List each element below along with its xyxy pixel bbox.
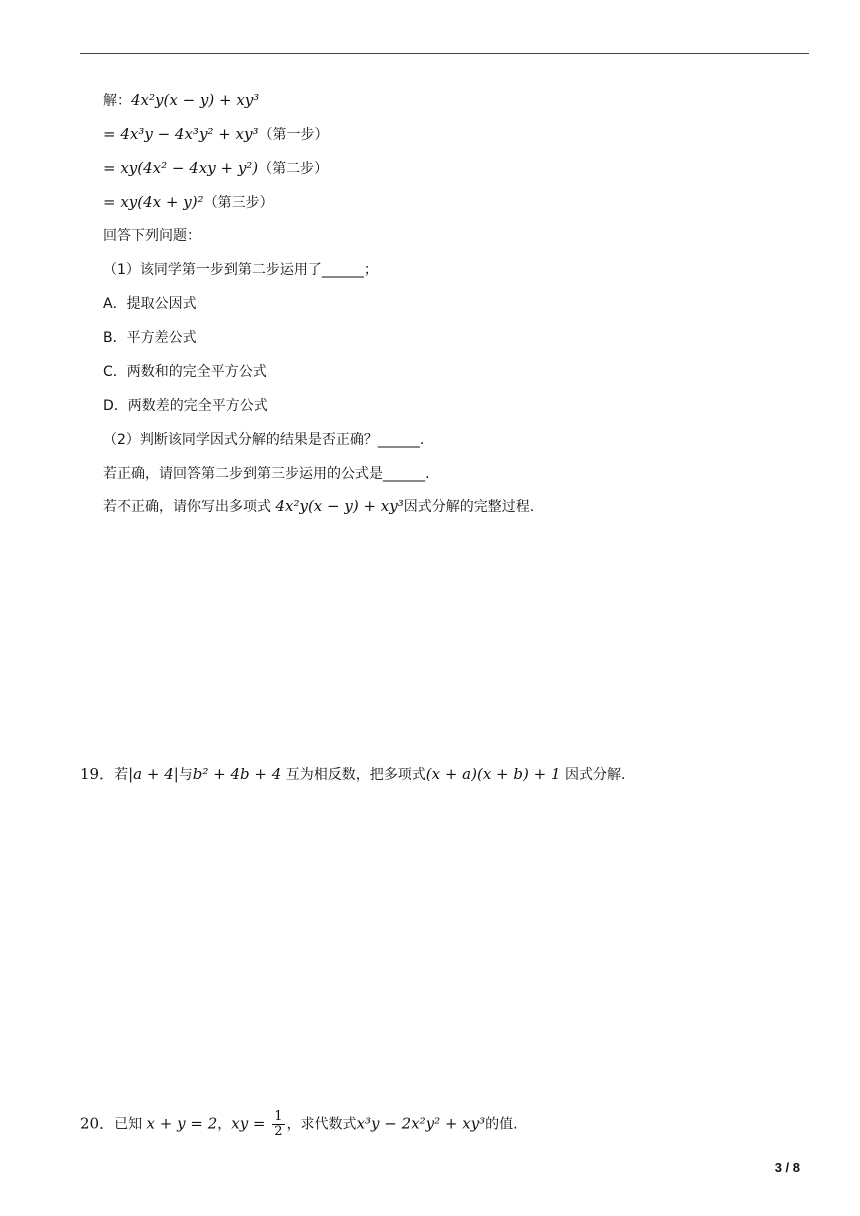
- problem-19-text-c: 互为相反数，把多项式: [281, 767, 426, 783]
- step2-line: [103, 158, 328, 179]
- problem-19-text-b: 与: [178, 767, 193, 783]
- problem-20-text-c: ，求代数式: [286, 1116, 357, 1133]
- step1-expression: = 4x³y − 4x³y² + xy³: [103, 125, 259, 143]
- question-2: （2）判断该同学因式分解的结果是否正确？______.: [103, 432, 425, 448]
- problem-20: [80, 1110, 518, 1139]
- problem-20-polynomial: x³y − 2x²y² + xy³: [356, 1114, 486, 1133]
- fraction-denominator: 2: [274, 1124, 283, 1139]
- if-incorrect-suffix: 因式分解的完整过程.: [403, 499, 535, 515]
- problem-20-product-lhs: xy =: [231, 1114, 271, 1133]
- step2-note: （第二步）: [258, 161, 329, 177]
- answer-prompt: 回答下列问题：: [103, 228, 201, 244]
- page-number: 3 / 8: [774, 1160, 800, 1175]
- step0-expression: 4x²y(x − y) + xy³: [131, 91, 260, 109]
- step1-line: [103, 124, 329, 145]
- header-rule: [80, 53, 809, 54]
- step3-line: [103, 192, 274, 213]
- if-correct-line: 若正确，请回答第二步到第三步运用的公式是______.: [103, 466, 430, 482]
- if-incorrect-prefix: 若不正确，请你写出多项式: [103, 499, 276, 515]
- if-incorrect-expression: 4x²y(x − y) + xy³: [275, 497, 404, 515]
- problem-19: [80, 764, 625, 785]
- problem-20-text-d: 的值.: [485, 1116, 518, 1133]
- solution-line: [103, 90, 259, 111]
- problem-20-number: 20．: [80, 1114, 115, 1133]
- problem-19-number: 19．: [80, 765, 115, 783]
- problem-19-text-a: 若: [114, 767, 129, 783]
- solution-label: 解：: [103, 93, 131, 109]
- option-b: B．平方差公式: [103, 330, 197, 346]
- problem-20-sum-equation: x + y = 2: [146, 1114, 218, 1133]
- step2-expression: = xy(4x² − 4xy + y²): [103, 159, 259, 177]
- problem-20-comma: ，: [217, 1116, 232, 1133]
- option-d: D．两数差的完全平方公式: [103, 398, 268, 414]
- problem-20-text-a: 已知: [114, 1116, 147, 1133]
- problem-19-square-expression: b² + 4b + 4: [192, 765, 282, 783]
- if-incorrect-line: [103, 496, 534, 517]
- problem-19-text-d: 因式分解.: [560, 767, 626, 783]
- problem-19-polynomial: (x + a)(x + b) + 1: [425, 765, 561, 783]
- step3-expression: = xy(4x + y)²: [103, 193, 204, 211]
- step3-note: （第三步）: [203, 195, 274, 211]
- step1-note: （第一步）: [258, 127, 329, 143]
- fraction-numerator: 1: [274, 1109, 283, 1124]
- problem-20-fraction: [272, 1110, 284, 1139]
- problem-19-abs-expression: |a + 4|: [128, 765, 179, 783]
- option-a: A．提取公因式: [103, 296, 197, 312]
- question-1: （1）该同学第一步到第二步运用了______；: [103, 262, 378, 278]
- option-c: C．两数和的完全平方公式: [103, 364, 267, 380]
